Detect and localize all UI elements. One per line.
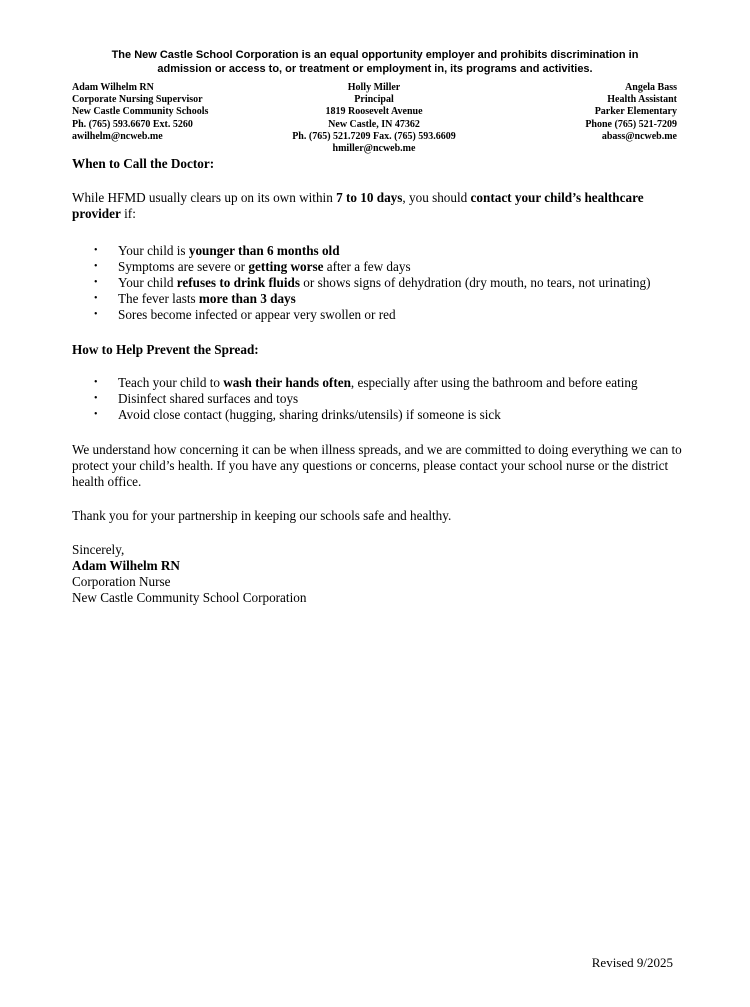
contact-right-email[interactable]: abass@ncweb.me [601,130,677,142]
bullet-icon: • [94,293,98,304]
list-item [72,407,682,423]
contact-middle-title: Principal [354,94,394,106]
bullet-icon: • [94,377,98,388]
bullet-icon: • [94,409,98,420]
revision-date: Revised 9/2025 [591,955,673,970]
signer-title: Corporation Nurse [72,574,171,589]
item-text: Your child [118,275,177,290]
item-text: Your child is [118,243,189,258]
contact-left [72,82,208,143]
contact-middle-email[interactable]: hmiller@ncweb.me [332,143,416,155]
item-text: Disinfect shared surfaces and toys [118,391,299,406]
contact-left-title: Corporate Nursing Supervisor [72,94,203,106]
bullet-icon: • [94,261,98,272]
doctor-intro-paragraph [72,190,682,222]
doctor-bullet-list [72,243,682,323]
item-text: Symptoms are severe or [118,259,249,274]
bullet-icon: • [94,309,98,320]
item-text-tail: , especially after using the bathroom and before eating [350,375,638,390]
intro-text-1: While HFMD usually clears up on its own within [72,190,337,205]
list-item [72,291,682,307]
item-bold: more than 3 days [198,291,296,306]
list-item [72,259,682,275]
prevent-section-heading: How to Help Prevent the Spread: [72,342,259,357]
signer-organization: New Castle Community School Corporation [72,590,307,605]
intro-bold-1: 7 to 10 days [336,190,403,205]
item-text: Teach your child to [118,375,224,390]
contact-left-name: Adam Wilhelm RN [72,82,154,93]
contact-right-title: Health Assistant [607,94,677,106]
eeo-line-1: The New Castle School Corporation is an equal opportunity employer and prohibits discrimination in [111,49,639,61]
eeo-statement [60,48,690,76]
list-item [72,391,682,407]
contact-middle [292,82,456,155]
contact-block [72,82,677,160]
closing-paragraph-2: Thank you for your partnership in keeping our schools safe and healthy. [72,508,452,523]
item-bold: getting worse [248,259,324,274]
bullet-icon: • [94,245,98,256]
contact-middle-phone: Ph. (765) 521.7209 Fax. (765) 593.6609 [292,130,456,142]
item-bold: wash their hands often [223,375,351,390]
intro-text-3: if: [120,206,136,221]
contact-right-org: Parker Elementary [594,106,677,118]
item-text-tail: after a few days [323,259,411,274]
eeo-line-2: admission or access to, or treatment or employment in, its programs and activities. [157,63,593,75]
prevent-bullet-list [72,375,682,423]
contact-left-email[interactable]: awilhelm@ncweb.me [72,130,163,142]
signer-name: Adam Wilhelm RN [72,558,180,573]
list-item [72,375,682,391]
item-text: Sores become infected or appear very swollen or red [118,307,396,322]
list-item [72,275,682,291]
contact-middle-name: Holly Miller [347,82,401,93]
letter-body [72,156,682,606]
intro-bold-2: contact your child’s healthcare provider [72,190,644,221]
contact-middle-street: 1819 Roosevelt Avenue [325,106,423,118]
list-item [72,307,682,323]
contact-right [585,82,677,143]
closing-paragraph-1: We understand how concerning it can be when illness spreads, and we are committed to doing everything we can to protect your child’s health. If you have any questions or concerns, please contact your school nurse or the district health office. [72,442,682,489]
doctor-section-heading: When to Call the Doctor: [72,156,215,171]
contact-middle-city: New Castle, IN 47362 [328,118,420,130]
item-text: The fever lasts [118,291,199,306]
item-text-tail: or shows signs of dehydration (dry mouth, no tears, not urinating) [299,275,651,290]
intro-text-2: , you should [402,190,471,205]
bullet-icon: • [94,393,98,404]
contact-left-org: New Castle Community Schools [72,106,209,118]
contact-right-phone: Phone (765) 521-7209 [585,118,677,130]
item-bold: refuses to drink fluids [176,275,300,290]
contact-right-name: Angela Bass [625,82,677,93]
item-text: Avoid close contact (hugging, sharing drinks/utensils) if someone is sick [118,407,501,422]
contact-left-phone: Ph. (765) 593.6670 Ext. 5260 [72,118,193,130]
item-bold: younger than 6 months old [188,243,340,258]
salutation: Sincerely, [72,542,125,557]
list-item [72,243,682,259]
bullet-icon: • [94,277,98,288]
